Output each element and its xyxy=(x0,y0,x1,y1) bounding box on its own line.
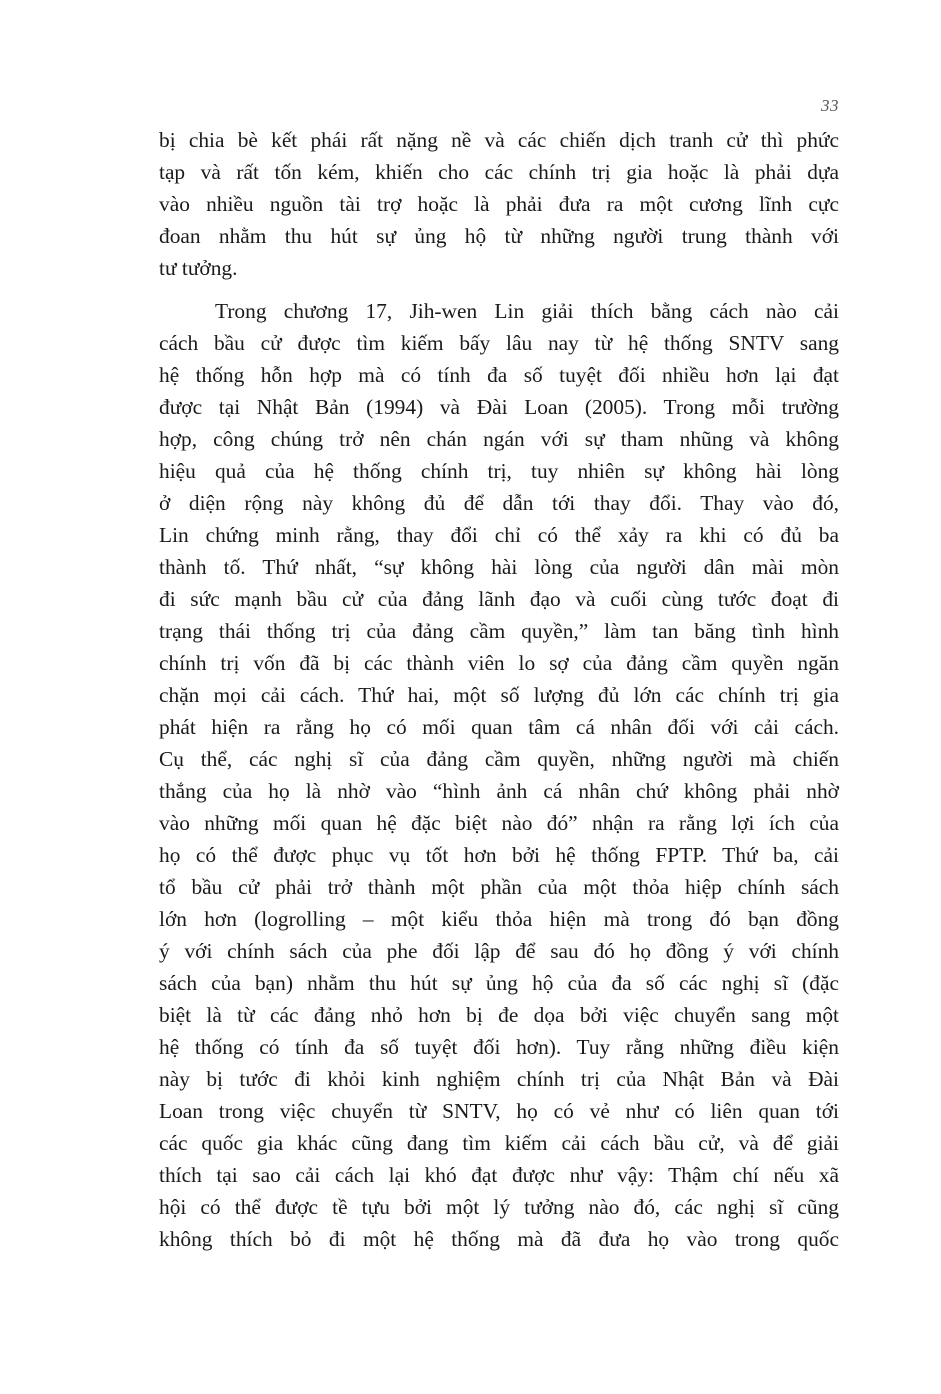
text-line: ý với chính sách của phe đối lập để sau đó họ đồng ý với chính xyxy=(159,939,839,963)
text-line: hiệu quả của hệ thống chính trị, tuy nhiên sự không hài lòng xyxy=(159,459,839,483)
text-line: tư tưởng. xyxy=(159,256,238,280)
text-line: hợp, công chúng trở nên chán ngán với sự tham nhũng và không xyxy=(159,427,839,451)
text-line: tổ bầu cử phải trở thành một phần của một thỏa hiệp chính sách xyxy=(159,875,839,899)
text-line: Cụ thể, các nghị sĩ của đảng cầm quyền, những người mà chiến xyxy=(159,747,839,771)
text-line: thành tố. Thứ nhất, “sự không hài lòng của người dân mài mòn xyxy=(159,555,839,579)
text-line: ở diện rộng này không đủ để dẫn tới thay đổi. Thay vào đó, xyxy=(159,491,839,515)
paragraph-2 xyxy=(159,295,839,1255)
text-line: họ có thể được phục vụ tốt hơn bởi hệ thống FPTP. Thứ ba, cải xyxy=(159,843,839,867)
text-line: này bị tước đi khỏi kinh nghiệm chính trị của Nhật Bản và Đài xyxy=(159,1067,839,1091)
text-line: hội có thể được tề tựu bởi một lý tưởng nào đó, các nghị sĩ cũng xyxy=(159,1195,839,1219)
body-text xyxy=(159,124,839,1255)
text-line: chặn mọi cải cách. Thứ hai, một số lượng đủ lớn các chính trị gia xyxy=(159,683,839,707)
text-line: thắng của họ là nhờ vào “hình ảnh cá nhân chứ không phải nhờ xyxy=(159,779,839,803)
text-line: vào những mối quan hệ đặc biệt nào đó” nhận ra rằng lợi ích của xyxy=(159,811,839,835)
paragraph-1 xyxy=(159,124,839,284)
text-line: được tại Nhật Bản (1994) và Đài Loan (2005). Trong mỗi trường xyxy=(159,395,839,419)
text-line: Trong chương 17, Jih-wen Lin giải thích bằng cách nào cải xyxy=(215,299,839,323)
text-line: không thích bỏ đi một hệ thống mà đã đưa họ vào trong quốc xyxy=(159,1227,839,1251)
text-line: biệt là từ các đảng nhỏ hơn bị đe dọa bởi việc chuyển sang một xyxy=(159,1003,839,1027)
text-line: đoan nhằm thu hút sự ủng hộ từ những người trung thành với xyxy=(159,224,839,248)
text-line: Loan trong việc chuyển từ SNTV, họ có vẻ như có liên quan tới xyxy=(159,1099,839,1123)
text-line: bị chia bè kết phái rất nặng nề và các chiến dịch tranh cử thì phức xyxy=(159,128,839,152)
text-line: chính trị vốn đã bị các thành viên lo sợ của đảng cầm quyền ngăn xyxy=(159,651,839,675)
text-line: đi sức mạnh bầu cử của đảng lãnh đạo và cuối cùng tước đoạt đi xyxy=(159,587,839,611)
text-line: hệ thống có tính đa số tuyệt đối hơn). Tuy rằng những điều kiện xyxy=(159,1035,839,1059)
text-line: phát hiện ra rằng họ có mối quan tâm cá nhân đối với cải cách. xyxy=(159,715,839,739)
text-line: sách của bạn) nhằm thu hút sự ủng hộ của đa số các nghị sĩ (đặc xyxy=(159,971,839,995)
paragraph-spacer xyxy=(159,284,839,295)
page-number: 33 xyxy=(821,96,839,115)
text-line: thích tại sao cải cách lại khó đạt được như vậy: Thậm chí nếu xã xyxy=(159,1163,839,1187)
text-line: Lin chứng minh rằng, thay đổi chỉ có thể xảy ra khi có đủ ba xyxy=(159,523,839,547)
text-line: lớn hơn (logrolling – một kiểu thỏa hiện mà trong đó bạn đồng xyxy=(159,907,839,931)
text-line: các quốc gia khác cũng đang tìm kiếm cải cách bầu cử, và để giải xyxy=(159,1131,839,1155)
text-line: hệ thống hỗn hợp mà có tính đa số tuyệt đối nhiều hơn lại đạt xyxy=(159,363,839,387)
text-line: cách bầu cử được tìm kiếm bấy lâu nay từ hệ thống SNTV sang xyxy=(159,331,839,355)
text-line: tạp và rất tốn kém, khiến cho các chính trị gia hoặc là phải dựa xyxy=(159,160,839,184)
text-line: vào nhiều nguồn tài trợ hoặc là phải đưa ra một cương lĩnh cực xyxy=(159,192,839,216)
text-line: trạng thái thống trị của đảng cầm quyền,” làm tan băng tình hình xyxy=(159,619,839,643)
